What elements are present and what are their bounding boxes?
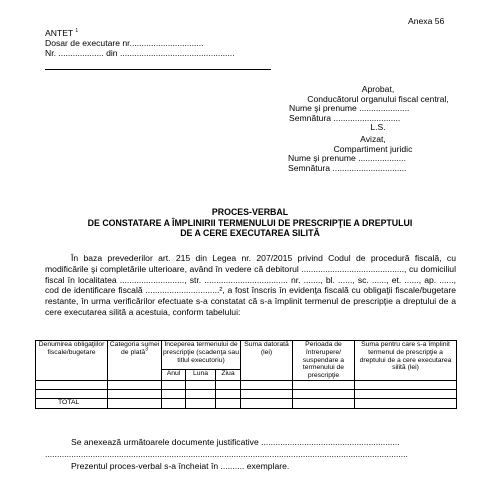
case-file-line: Dosar de executare nr............................... (45, 38, 204, 48)
title-line-1: PROCES-VERBAL (211, 207, 289, 217)
document-header (45, 28, 235, 58)
obligations-table (35, 340, 457, 409)
table-row (36, 389, 457, 398)
stamp-label: L.S. (370, 122, 386, 133)
opinion-role: Compartiment juridic (333, 143, 413, 154)
approval-name: Nume şi prenume ..................... (289, 103, 410, 114)
header-year: Anul (162, 370, 186, 381)
antet-line (45, 28, 235, 38)
footnote-marker: 3 (145, 346, 148, 353)
title-line-3: DE A CERE EXECUTAREA SILITĂ (180, 228, 320, 238)
table-total-row (36, 398, 457, 408)
table-header-row (36, 341, 457, 370)
body-paragraph: În baza prevederilor art. 215 din Legea nr. 207/2015 privind Codul de procedură fiscală, cu modificările şi completările ulterioare, având în vedere că debitorul ..........................................., cu domiciliul fiscal în localitatea ..........................., str. ................................... nr. ......., bl. ......, sc. ......, et. ......, ap. ......, cod de identificare fiscală ...............................², a fost înscris în evidenţa fiscală cu obligaţii fiscale/bugetare restante, în urma verificărilor efectuate s-a constatat că s-a împlinit termenul de prescripţie a dreptului de a cere executarea silită a acestuia, conform tabelului: (45, 253, 456, 317)
opinion-block (288, 135, 458, 173)
annex-number: Anexa 56 (408, 16, 445, 26)
header-prescription-start: Începerea termenului de prescripţie (scadenţa sau titlul executoriu) (162, 341, 241, 370)
header-obligations: Denumirea obligaţiilor fiscale/bugetare (36, 341, 108, 381)
antet-label: ANTET (45, 28, 74, 38)
header-amount-due: Suma datorată (lei) (241, 341, 293, 381)
opinion-title: Avizat, (360, 134, 386, 144)
header-prescribed-amount: Suma pentru care s-a împlinit termenul de prescripţie a dreptului de a cere executarea silită (lei) (355, 341, 457, 381)
header-category (108, 341, 162, 381)
header-divider (45, 69, 271, 70)
body-text (45, 253, 456, 318)
copies-line: Prezentul proces-verbal s-a încheiat în .......... exemplare. (71, 461, 290, 471)
dotted-line: ........................................................................................................................................................ (45, 449, 408, 459)
header-category-label: Categoria sumei de plată (109, 341, 160, 356)
document-title (45, 207, 455, 239)
approval-signature: Semnătura ............................ (289, 112, 401, 123)
approval-block (283, 85, 473, 133)
total-label: TOTAL (36, 398, 108, 408)
title-line-2: DE CONSTATARE A ÎMPLINIRII TERMENULUI DE PRESCRIPŢIE A DREPTULUI (87, 217, 413, 228)
opinion-signature: Semnătura ............................... (288, 162, 407, 173)
header-month: Luna (186, 370, 216, 381)
annexed-documents-line: Se anexează următoarele documente justificative .......................................................... (71, 437, 400, 447)
opinion-name: Nume şi prenume .................... (288, 153, 406, 164)
footnote-marker: 1 (75, 28, 79, 35)
approval-title: Aprobat, (361, 84, 395, 94)
header-interruption-period: Perioada de întrerupere/ suspendare a termenului de prescripţie (293, 341, 355, 381)
table-row (36, 380, 457, 389)
number-date-line: Nr. ................... din ................................................ (45, 48, 235, 58)
header-day: Ziua (216, 370, 241, 381)
approval-role: Conducătorul organului fiscal central, (307, 93, 449, 104)
